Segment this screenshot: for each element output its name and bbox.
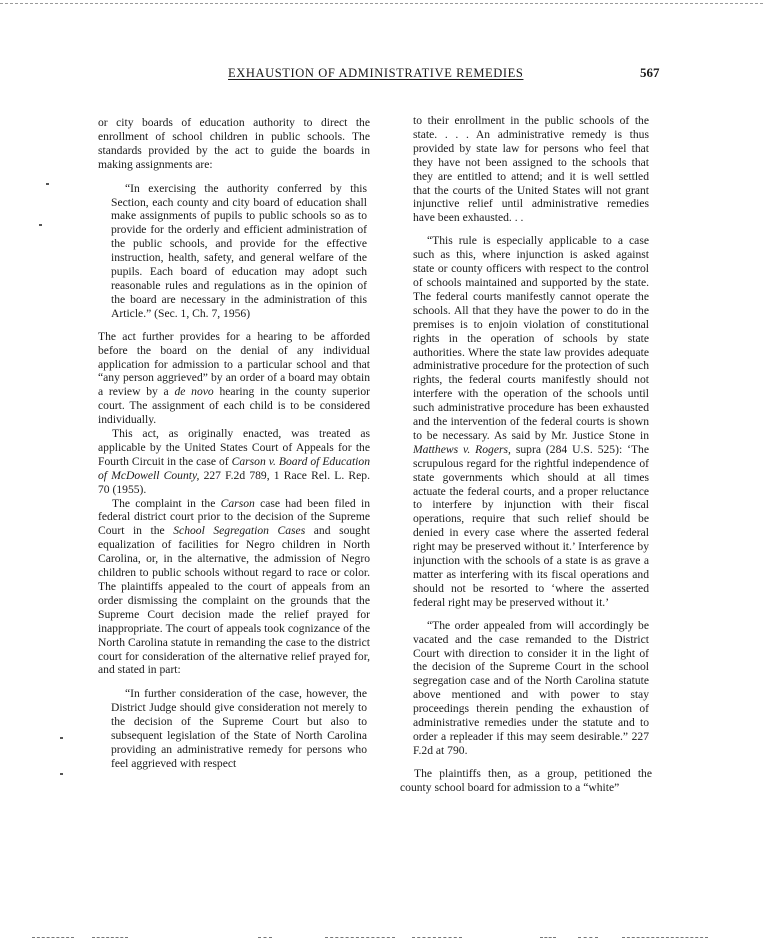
page-number: 567 [640, 65, 660, 80]
italic-run: de novo [174, 385, 214, 399]
paragraph-carson-complaint [98, 497, 370, 678]
text-run: case had been filed in federal district court prior to the decision of the Supreme Court in the [98, 496, 370, 538]
right-column [400, 114, 652, 795]
italic-run: Matthews v. Rogers, [413, 442, 511, 456]
scan-speck [39, 224, 42, 226]
court-quote: “In further consideration of the case, however, the District Judge should give consideration not merely to the decision of the Supreme Court but also to subsequent legislation of the State of North Carolina providing an administrative remedy for persons who feel aggrieved with respect [111, 687, 367, 770]
court-quote-order: “The order appealed from will accordingly be vacated and the case remanded to the District Court with direction to consider it in the light of the decision of the Supreme Court in the school segregation case and of the North Carolina statute above mentioned and with power to stay proceedings therein pending the exhaustion of administrative remedies under the statute and to order a repleader if this may seem desirable.” 227 F.2d at 790. [413, 618, 649, 757]
court-quote-continuation: to their enrollment in the public schools of the state. . . . An administrative remedy is thus provided by state law for persons who feel that they have not been assigned to the schools that they are entitled to attend; and it is well settled that the courts of the United States will not grant injunctive relief until administrative remedies have been exhausted. . . [413, 114, 649, 225]
scan-speck [60, 773, 63, 775]
court-quote-rule [400, 234, 652, 609]
text-run: “This rule is especially applicable to a case such as this, where injunction is asked against state or county officers with respect to the control of schools maintained and supported by the state. The federal courts manifestly cannot operate the schools. All that they have the power to do in the premises is to enjoin violation of constitutional rights in the operation of schools by state authorities. Where the state law provides adequate administrative procedure for the protection of such rights, the federal courts manifestly should not interfere with the operation of the schools until such administrative procedure has been exhausted and the intervention of the federal courts is shown to be necessary. As said by Mr. Justice Stone in [413, 234, 649, 442]
text-run: supra (284 U.S. 525): ‘The scrupulous regard for the rightful independence of state governments which should at all times actuate the federal courts, and a proper reluctance to interfere by injunction with their fiscal operations, require that such relief should be denied in every case where the asserted federal right may be preserved without it.’ Interference by injunction with the schools of a state is as grave a matter as interfering with its fiscal operations and should not be resorted to ‘where the asserted federal right may be preserved without it.’ [413, 442, 649, 609]
paragraph-petition: The plaintiffs then, as a group, petitioned the county school board for admission to a “white” [400, 766, 652, 794]
italic-run: School Segregation Cases [173, 524, 306, 538]
text-run: hearing in the county superior court. The assignment of each child is to be considered individually. [98, 385, 370, 427]
scan-bottom-edge [0, 935, 763, 941]
scan-top-edge [0, 3, 763, 4]
text-run: 227 F.2d 789, 1 Race Rel. L. Rep. 70 (1955). [98, 468, 370, 496]
left-column [98, 116, 370, 771]
text-run: The act further provides for a hearing to be afforded before the board on the denial of any individual application for admission to a particular school and that “any person aggrieved” by an order of a board may obtain a review by a [98, 329, 370, 399]
italic-run: Carson [220, 496, 255, 510]
scan-mark [258, 937, 272, 938]
paragraph-hearing [98, 330, 370, 427]
scan-mark [540, 937, 556, 938]
scan-speck [60, 737, 63, 739]
page-header [0, 66, 763, 86]
italic-run: Carson v. Board of Education of McDowell County, [98, 454, 370, 482]
text-run: and sought equalization of facilities for Negro children in North Carolina, or, in the alternative, the admission of Negro children to public schools without regard to race or color. The plaintiffs appealed to the court of appeals from an order dismissing the complaint on the grounds that the Supreme Court decision made the relief prayed for inappropriate. The court of appeals took cognizance of the North Carolina statute in remanding the case to the district court for consideration of the alternative relief prayed for, and stated in part: [98, 524, 370, 677]
text-run: This act, as originally enacted, was treated as applicable by the United States Court of Appeals for the Fourth Circuit in the case of [98, 427, 370, 468]
scan-mark [92, 937, 128, 938]
text-run: The complaint in the [112, 496, 221, 510]
scan-mark [578, 937, 598, 938]
scan-speck [46, 183, 49, 185]
scan-mark [32, 937, 74, 938]
scan-mark [325, 937, 395, 938]
running-title: EXHAUSTION OF ADMINISTRATIVE REMEDIES [228, 66, 524, 80]
paragraph-continuation: or city boards of education authority to direct the enrollment of school children in public schools. The standards provided by the act to guide the boards in making assignments are: [98, 116, 370, 171]
statute-quote: “In exercising the authority conferred by this Section, each county and city board of education shall make assignments of pupils to public schools so as to provide for the orderly and efficient administration of the public schools, and provide for the effective instruction, health, safety, and general welfare of the pupils. Each board of education may adopt such reasonable rules and regulations as in the opinion of the board are necessary in the administration of this Article.” (Sec. 1, Ch. 7, 1956) [111, 181, 367, 320]
paragraph-carson-citation [98, 427, 370, 497]
scan-mark [412, 937, 462, 938]
scan-mark [622, 937, 708, 938]
